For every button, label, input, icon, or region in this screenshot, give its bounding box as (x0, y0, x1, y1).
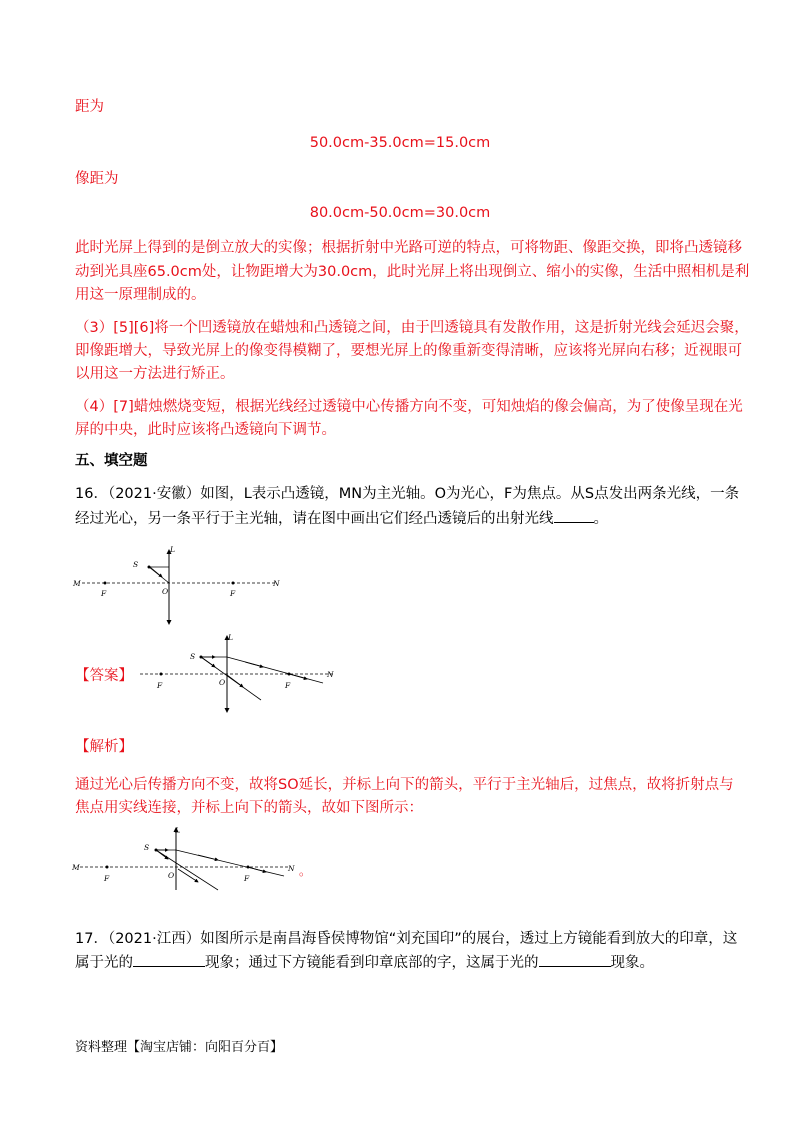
question-17-text-c: 现象。 (610, 955, 654, 971)
section-heading: 五、填空题 (75, 453, 148, 469)
label-l: L (228, 633, 233, 642)
label-o: O (168, 871, 175, 880)
label-f-left: F (104, 874, 110, 883)
question-16-text (75, 508, 608, 529)
question-16-text-line2: 经过光心，另一条平行于主光轴，请在图中画出它们经凸透镜后的出射光线 (75, 511, 554, 527)
solution-paragraph-line: （3）[5][6]将一个凹透镜放在蜡烛和凸透镜之间，由于凹透镜具有发散作用，这是折射光线会延迟会聚， (75, 320, 749, 336)
label-l: L (175, 826, 180, 835)
answer-blank (133, 952, 205, 967)
lens-diagram-answer (135, 632, 345, 716)
label-n: N (327, 670, 334, 679)
equation: 50.0cm-35.0cm=15.0cm (309, 135, 491, 151)
solution-paragraph-line: 以用这一方法进行矫正。 (75, 366, 235, 382)
solution-paragraph-line: 此时光屏上得到的是倒立放大的实像；根据折射中光路可逆的特点，可将物距、像距交换，即将凸透镜移 (75, 240, 742, 256)
label-s: S (144, 843, 150, 852)
label-l: L (170, 545, 175, 554)
solution-paragraph-line: 即像距增大，导致光屏上的像变得模糊了，要想光屏上的像重新变得清晰，应该将光屏向右移；近视眼可 (75, 343, 742, 359)
focus-left (104, 582, 107, 585)
question-17-text-b: 现象；通过下方镜能看到印章底部的字，这属于光的 (205, 955, 539, 971)
analysis-label: 【解析】 (75, 739, 133, 755)
question-16-text: 16．（2021·安徽）如图，L表示凸透镜，MN为主光轴。O为光心，F为焦点。从S点发出两条光线，一条 (75, 486, 740, 502)
label-f-right: F (244, 874, 250, 883)
point-s (148, 566, 151, 569)
solution-text: 像距为 (75, 171, 119, 187)
label-f-left: F (157, 681, 163, 690)
solution-paragraph-line: 屏的中央，此时应该将凸透镜向下调节。 (75, 422, 336, 438)
solution-paragraph-line: 动到光具座65.0cm处，让物距增大为30.0cm，此时光屏上将出现倒立、缩小的实像，生活中照相机是利 (75, 264, 750, 280)
label-s: S (133, 560, 139, 569)
answer-blank (554, 508, 594, 523)
label-f-left: F (101, 589, 107, 598)
label-n: N (288, 864, 295, 873)
solution-text: 距为 (75, 99, 104, 115)
label-n: N (273, 579, 280, 588)
equation: 80.0cm-50.0cm=30.0cm (309, 205, 491, 221)
question-16-period: 。 (593, 511, 608, 527)
label-s: S (190, 652, 196, 661)
ray-refracted (227, 657, 323, 683)
solution-paragraph-line: 用这一原理制成的。 (75, 287, 206, 303)
question-17-text (75, 952, 654, 973)
label-o: O (219, 678, 226, 687)
label-o: O (162, 587, 169, 596)
answer-label: 【答案】 (75, 668, 133, 684)
lens-diagram-question (70, 542, 290, 628)
analysis-text: 通过光心后传播方向不变，故将SO延长，并标上向下的箭头，平行于主光轴后，过焦点，故将折射点与 (75, 777, 734, 793)
solution-paragraph-line: （4）[7]蜡烛燃烧变短，根据光线经过透镜中心传播方向不变，可知烛焰的像会偏高，为了使像呈现在光 (75, 399, 743, 415)
focus-right (232, 582, 235, 585)
question-17-text: 17．（2021·江西）如图所示是南昌海昏侯博物馆“刘充国印”的展台，透过上方镜能看到放大的印章，这 (75, 931, 738, 947)
ray-through-center (156, 850, 218, 890)
footer-text: 资料整理【淘宝店铺：向阳百分百】 (75, 1040, 284, 1055)
figure-end-mark: 。 (299, 864, 312, 878)
answer-blank (539, 952, 611, 967)
ray-refracted (176, 850, 284, 876)
label-m: M (73, 579, 81, 588)
question-17-text-a: 属于光的 (75, 955, 133, 971)
lens-diagram-analysis (68, 822, 308, 892)
label-f-right: F (285, 681, 291, 690)
label-f-right: F (230, 589, 236, 598)
label-m: M (72, 863, 80, 872)
analysis-text: 焦点用实线连接，并标上向下的箭头，故如下图所示： (75, 800, 423, 816)
